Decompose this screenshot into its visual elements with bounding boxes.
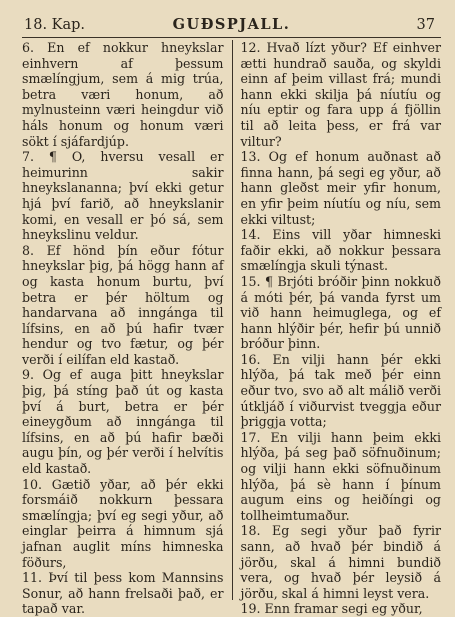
right-column <box>232 40 442 600</box>
page-number: 37 <box>417 14 435 36</box>
running-header <box>22 14 441 36</box>
book-title: GUÐSPJALL. <box>22 14 441 36</box>
verse-8: 8. Ef hönd þín eður fótur hneykslar þig, þá högg hann af og kasta honum burtu, því betra er þér höltum og handarvana að inngánga til lífsins, en að þú hafir tvær hendur og tvo fætur, og þér verði í eilífan eld kastað. <box>22 243 224 368</box>
left-column <box>22 40 232 600</box>
chapter-label: 18. Kap. <box>24 14 85 36</box>
verse-16: 16. En vilji hann þér ekki hlýða, þá tak með þér einn eður tvo, svo að alt málið verði útkljáð í viðurvist tveggja eður þriggja votta; <box>241 352 442 430</box>
verse-7: 7. ¶ O, hversu vesall er heimurinn sakir hneykslananna; því ekki getur hjá því farið, að hneykslanir komi, en vesall er þó sá, sem hneykslinu veldur. <box>22 149 224 243</box>
verse-14: 14. Eins vill yðar himneski faðir ekki, að nokkur þessara smælíngja skuli týnast. <box>241 227 442 274</box>
verse-10: 10. Gætið yðar, að þér ekki forsmáið nokkurn þessara smælíngja; því eg segi yður, að einglar þeirra á himnum sjá jafnan auglit míns himneska föðurs, <box>22 477 224 571</box>
text-columns <box>22 40 441 600</box>
header-rule <box>22 37 441 38</box>
verse-17: 17. En vilji hann þeim ekki hlýða, þá seg það söfnuðinum; og vilji hann ekki söfnuðinum hlýða, þá sè hann í þínum augum eins og heiðíngi og tollheimtumaður. <box>241 430 442 524</box>
verse-6: 6. En ef nokkur hneykslar einhvern af þessum smælíngjum, sem á mig trúa, betra væri honum, að mylnusteinn væri heingdur við háls honum og honum væri sökt í sjáfardjúp. <box>22 40 224 149</box>
verse-12: 12. Hvað lízt yður? Ef einhver ætti hundrað sauða, og skyldi einn af þeim villast frá; mundi hann ekki skilja þá níutíu og níu eptir og fara upp á fjöllin til að leita þess, er frá var viltur? <box>241 40 442 149</box>
verse-13: 13. Og ef honum auðnast að finna hann, þá segi eg yður, að hann gleðst meir yfir honum, en yfir þeim níutíu og níu, sem ekki viltust; <box>241 149 442 227</box>
verse-11: 11. Því til þess kom Mannsins Sonur, að hann frelsaði það, er tapað var. <box>22 570 224 617</box>
verse-18: 18. Eg segi yður það fyrir sann, að hvað þér bindið á jörðu, skal á himni bundið vera, og hvað þér leysið á jörðu, skal á himni leyst vera. <box>241 523 442 601</box>
verse-9: 9. Og ef auga þitt hneykslar þig, þá stíng það út og kasta því á burt, betra er þér eineygðum að inngánga til lífsins, en að þú hafir bæði augu þín, og þér verði í helvítis eld kastað. <box>22 367 224 476</box>
verse-19: 19. Enn framar segi eg yður, <box>241 601 442 617</box>
verse-15: 15. ¶ Brjóti bróðir þinn nokkuð á móti þér, þá vanda fyrst um við hann heimuglega, og ef hann hlýðir þér, hefir þú unnið bróður þinn. <box>241 274 442 352</box>
